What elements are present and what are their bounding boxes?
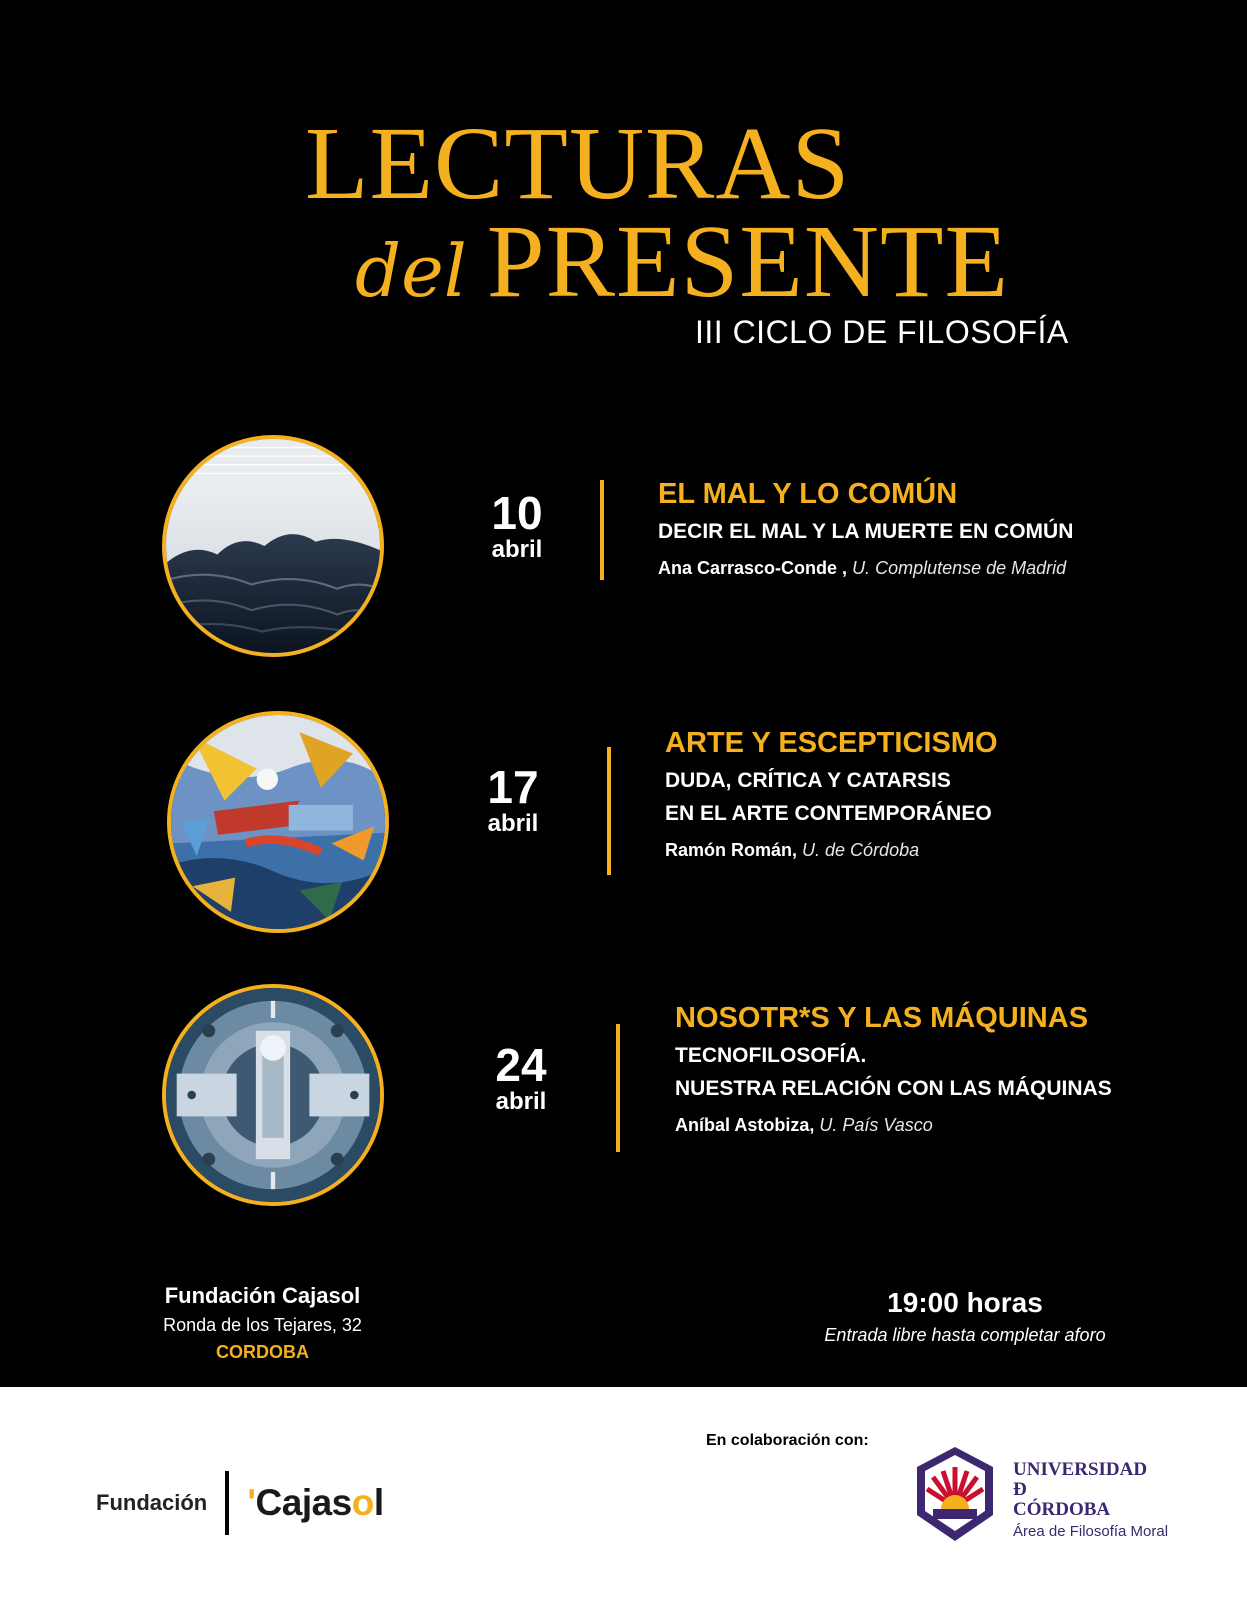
sponsor-name-a: Cajas	[255, 1482, 352, 1523]
collaboration-label: En colaboración con:	[706, 1432, 869, 1449]
event-1	[0, 432, 1247, 662]
event-month: abril	[491, 536, 543, 563]
title-lecturas	[305, 106, 851, 221]
event-date	[458, 761, 568, 839]
event-subtitle-line2: EN EL ARTE CONTEMPORÁNEO	[665, 802, 992, 826]
event-speaker	[658, 558, 1073, 579]
title-del-presente	[355, 204, 1009, 319]
event-day: 10	[491, 487, 543, 539]
event-date	[466, 1039, 576, 1117]
event-details	[675, 1002, 1112, 1136]
machine-gears-image	[162, 984, 384, 1206]
speaker-name: Ana Carrasco-Conde ,	[658, 558, 848, 579]
event-details	[665, 727, 998, 861]
cajasol-logo	[96, 1470, 384, 1536]
venue-name: Fundación Cajasol	[164, 1283, 361, 1308]
logo-divider	[225, 1471, 229, 1535]
event-title: ARTE Y ESCEPTICISMO	[665, 727, 998, 759]
event-time	[800, 1287, 1130, 1346]
time-main: 19:00 horas	[887, 1287, 1043, 1318]
event-day: 24	[495, 1039, 547, 1091]
event-3	[0, 982, 1247, 1212]
speaker-affiliation: U. de Córdoba	[802, 840, 920, 861]
speaker-name: Aníbal Astobiza,	[675, 1115, 815, 1136]
cycle-subtitle: III CICLO DE FILOSOFÍA	[695, 314, 1069, 350]
sponsor-name-b: l	[373, 1482, 384, 1523]
title-line2: PRESENTE	[486, 204, 1009, 319]
divider-line	[600, 480, 604, 580]
venue-address: Ronda de los Tejares, 32	[163, 1315, 362, 1335]
event-day: 17	[487, 761, 539, 813]
event-speaker	[675, 1115, 1112, 1136]
event-subtitle-line1: DUDA, CRÍTICA Y CATARSIS	[665, 769, 951, 793]
university-line1: UNIVERSIDAD	[1013, 1459, 1148, 1480]
venue-info	[140, 1283, 385, 1363]
speaker-affiliation: U. Complutense de Madrid	[852, 558, 1067, 579]
divider-line	[616, 1024, 620, 1152]
event-details	[658, 478, 1073, 579]
event-2	[0, 707, 1247, 937]
cajasol-mark-icon: '	[247, 1482, 256, 1523]
sea-waves-image	[162, 435, 384, 657]
event-date	[462, 487, 572, 565]
speaker-affiliation: U. País Vasco	[819, 1115, 933, 1136]
event-speaker	[665, 840, 998, 861]
event-subtitle-line2: NUESTRA RELACIÓN CON LAS MÁQUINAS	[675, 1077, 1112, 1101]
event-title: EL MAL Y LO COMÚN	[658, 478, 958, 510]
divider-line	[607, 747, 611, 875]
event-title: NOSOTR*S Y LAS MÁQUINAS	[675, 1002, 1089, 1034]
sponsor-prefix: Fundación	[96, 1490, 208, 1515]
university-line2: Đ	[1013, 1478, 1027, 1500]
speaker-name: Ramón Román,	[665, 840, 798, 861]
title-del: del	[355, 229, 467, 313]
university-shield-icon	[913, 1445, 997, 1543]
abstract-painting-image	[167, 711, 389, 933]
event-month: abril	[495, 1088, 547, 1115]
event-subtitle-line1: TECNOFILOSOFÍA.	[675, 1044, 867, 1068]
title-line1: LECTURAS	[305, 106, 851, 221]
venue-city: CORDOBA	[216, 1342, 309, 1362]
university-line3: CÓRDOBA	[1013, 1498, 1111, 1520]
event-subtitle: DECIR EL MAL Y LA MUERTE EN COMÚN	[658, 520, 1074, 544]
sponsor-name	[247, 1482, 383, 1524]
sponsor-name-o: o	[351, 1482, 374, 1523]
university-area: Área de Filosofía Moral	[1013, 1522, 1169, 1540]
time-note: Entrada libre hasta completar aforo	[824, 1325, 1106, 1345]
university-name	[1013, 1460, 1168, 1540]
event-month: abril	[487, 810, 539, 837]
